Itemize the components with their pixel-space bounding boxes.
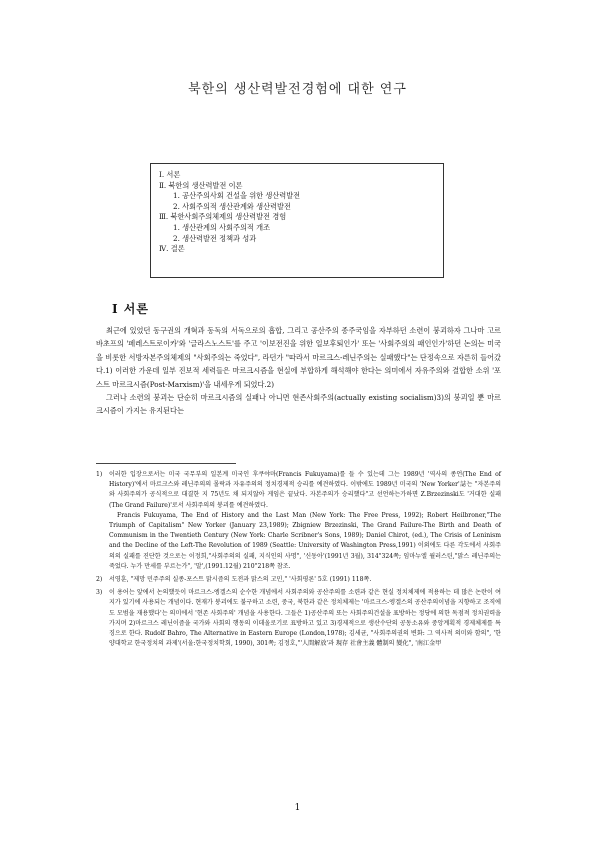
toc-item: Ⅳ. 결론: [159, 244, 185, 254]
toc-item: 2. 사회주의적 생산관계와 생산력발전: [173, 201, 291, 211]
footnote-text: 이 용어는 앞에서 논의했듯이 마르크스-엥겔스의 순수한 개념에서 사회주의와 공산주의를 소련과 같은 현실 정치체제에 적용하는 데 많은 논란이 여지가 있기에 사용되는 개념이다. 현재가 붕괴에도 불구하고 소련, 중국, 북한과 같은 정치체제는 '마르크스-엥겔스의 공산주의이념을 지향하고 조직에도 모범을 재용했다'는 의미에서 '현존 사회주의' 개념을 사용한다. 그들은 1)공산주의 또는 사회주의건설을 표방하는 정당에 의한 독점적 정치권력을 가지며 2)마르크스 레닌이즘을 국가와 사회의 행동의 이데올로기로 표방하고 있고 3)경제적으로 생산수단의 공동소유와 중앙계획적 경제체제를 특징으로 한다. Rudolf Bahro, The Alternative in Eastern Europe (London,1978); 김세균, "사회주의권의 변화: 그 역사적 의미와 함의", '한양대학교 한국정치의 과제'(서울:한국정치학회, 1990), 301쪽; 김정호,"'人間解放'과 現存 社會主義 體制의 變化", '南江金甲: [109, 589, 501, 648]
footnote-number: 2): [96, 576, 103, 584]
footnote: [96, 588, 501, 649]
section-heading: Ⅰ 서론: [112, 302, 149, 316]
toc-item: Ⅱ. 북한의 생산력발전 이론: [159, 180, 243, 190]
footnote-number: 3): [96, 589, 103, 597]
table-of-contents: [150, 163, 444, 278]
page-number: 1: [294, 803, 301, 813]
footnote: [96, 575, 501, 585]
footnote-text: 이러한 입장으로서는 미국 국무부의 일본계 미국인 후쿠야마(Francis Fukuyama)를 들 수 있는데 그는 1989년 '역사의 종언(The End of History)'에서 마르크스와 레닌주의의 몰락과 자유주의의 정치경제적 승리를 예견하였다. 이밖에도 1989년 미국의 'New Yorker'誌는 "자본주의와 사회주의가 공식적으로 대결한 지 75년도 채 되지않아 게임은 끝났다. 자본주의가 승리했다"고 선언하는가하면 Z.Brzezinski도 '거대한 실패(The Grand Failure)'로서 사회주의의 붕괴를 예견하였다.: [109, 471, 501, 509]
footnote-text: Francis Fukuyama, The End of History and the Last Man (New York: The Free Press, 1992); Robert Heilbroner,"The Triumph of Capitalism" New Yorker (January 23,1989); Zbigniew Brzezinski, The Grand Failure-The Birth and Death of Communism in the Twentieth Century (New York: Charle Scribner's Sons, 1989); Daniel Chirot, (ed.), The Crisis of Leninism and the Decline of the Left-The Revolution of 1989 (Seattle: University of Washington Press,1991) 이외에도 다른 각도에서 사회주의의 실패를 진단한 것으로는 이정희,"사회주의의 실패, 지식인의 사명", '신동아'(1991년 3월), 314"324쪽; 임마누엘 윌러스틴,"맑스 레닌주의는 죽었다. 누가 만세를 부르는가", '말',(1991.12월) 210"218쪽 참조.: [109, 511, 501, 570]
toc-item: Ⅲ. 북한사회주의체제의 생산력발전 경험: [159, 212, 287, 222]
footnote-number: 1): [96, 471, 103, 478]
toc-item: 1. 생산관계의 사회주의적 개조: [173, 222, 271, 232]
paper-title: 북한의 생산력발전경험에 대한 연구: [188, 82, 407, 97]
body-paragraph: 최근에 있었던 동구권의 개혁과 동독의 서독으로의 흡합, 그리고 공산주의 종주국임을 자부하던 소련이 붕괴하자 그나마 고르바초프의 '페레스트로이카'와 '글라스노스트'를 주고 '이보전진을 위한 일보후퇴인가' 또는 '사회주의의 패인인가'하던 논의는 미국을 비롯한 서방자본주의체제의 "사회주의는 죽었다", 라던가 "따라서 마르크스-레닌주의는 실패했다"는 단정속으로 자른히 들어갔다.1) 이러한 가운데 일부 진보적 세력들은 마르크시즘을 현실에 부합하게 해석해야 한다는 의미에서 자유주의와 결합한 소위 '포스트 마르크시즘(Post-Marxism)'을 내세우게 되었다.2): [96, 326, 501, 389]
toc-item: 2. 생산력발전 정책과 성과: [173, 233, 257, 243]
body-text: [96, 324, 501, 418]
toc-item: Ⅰ. 서론: [159, 170, 181, 179]
toc-item: 1. 공산주의사회 건설을 위한 생산력발전: [173, 191, 301, 201]
body-paragraph: 그러나 소련의 붕괴는 단순히 마르크시즘의 실패나 아니면 현존사회주의(actually existing socialism)3)의 붕괴일 뿐 마르크시즘이 가지는 유지된다는: [96, 393, 501, 416]
footnote-text: 서영훈, "제망 민주주의 실종-포스트 맑시즘의 도전과 맑스의 고민," '사회평론' 5호 (1991) 118쪽.: [109, 576, 372, 584]
footnote: [96, 470, 501, 572]
footnotes: [96, 470, 501, 652]
footnote-divider: [96, 463, 236, 464]
